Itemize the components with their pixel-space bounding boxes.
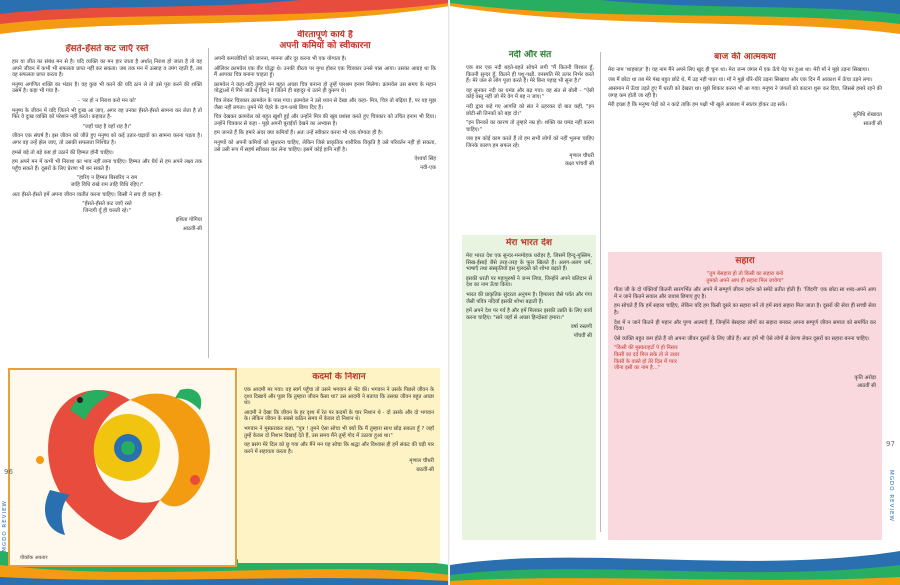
article6-title: बाज की आत्मकथा [714,52,776,62]
article5-para: हमें अपने देश पर गर्व है और हमें मिलकर इसकी उन्नति के लिए कार्य करना चाहिए। "सारे जहाँ से अच्छा हिन्दोस्तां हमारा।" [466,308,592,321]
article1-poem: जिन्दगी यूँ ही चलती रहे।" [83,207,131,214]
article1-title: हँसते-हँसते कट जाएँ रस्ते [65,44,149,54]
article2-para: मनुष्यों को अपनी कमियों को सुधारना चाहिए, लेकिन जिसे प्राकृतिक शारीरिक विकृति है उसे परिवर्तन नहीं हो सकता, उसे उसी रूप में सहर्ष स्वीकार कर लेना चाहिए। इसमें कोई हानि नहीं है। [214,139,436,153]
article2-para: क्रामवेल ने कहा-यदि तुम्हारे मन बहुत अच्छा चित्र बनाना हो तुम्हें पारश्रम इनाम मिलेगा। क्रामवेल उस समय के महान योद्धाओं में गिने जाते थे किन्तु वे जितने ही बहादुर थे उतने ही कुरूप थे। [214,81,436,95]
article7-closing: "किसी की मुस्कराहटों पे हो निसार [614,345,678,352]
article5-class: पाँचवीं सी [573,332,592,339]
article2-para: हम जानते हैं कि हमारे अंदर क्या कमियाँ हैं। अतः उन्हें स्वीकार करना भी एक योग्यता ही है। [214,130,383,137]
article4-para: यह सुनकर नदी का घमंड और बढ़ गया। वह संत से बोली - "ऐसी कोई वस्तु नहीं जो मेरे वेग में बह न जाए।" [466,87,594,101]
article4-para: एक बार एक नदी बहते-बहते सोचने लगी "मैं कितनी विशाल हूँ, कितनी सुन्दर हूँ, कितने ही पशु-पक्षी, वनस्पति मेरे ऊपर निर्भर करते हैं। मेरे जल से लोग पूजा करते हैं। मेरे बिना पहाड़ भी सूना है।" [466,65,594,85]
article7-class: आठवीं सी [856,383,876,390]
article2-author: ऐश्वर्या सिंह [414,156,436,163]
page-number-left: 96 [4,468,13,476]
article4-class: कक्षा पांचवी सी [564,161,594,168]
article3-para: आदमी ने देखा कि जीवन के हर दृश्य में रेत पर कदमों के चार निशान थे - दो उसके और दो भगवान के। लेकिन जीवन के सबसे कठिन समय में केवल दो निशान थे। [244,409,434,423]
article1-poem: "हारिए न हिम्मत बिसारिए न राम [76,175,138,182]
article-sahara [614,256,876,538]
article6-para: जब मैं छोटा था तब मेरे पंख बहुत छोटे थे, मैं उड़ नहीं पाता था। माँ ने मुझे धीरे-धीरे उड़ना सिखाया और एक दिन मैं आकाश में ऊँचा उड़ने लगा। [608,76,873,83]
article3-para: एक आदमी मर गया। वह स्वर्ग पहुँचा तो उसने भगवान से भेंट की। भगवान ने उसके पिछले जीवन के दृश्य दिखाये और पूछा कि तुम्हारा जीवन कैसा था? उस आदमी ने बताया कि उसका जीवन बहुत अच्छा था। [244,387,434,407]
article1-poem: "हँसते-हँसते कट जाएँ रस्ते [82,201,132,208]
article7-closing: जीना इसी का नाम है..." [614,365,661,372]
article7-para: हम सोचते हैं कि हमें सहारा चाहिए, लेकिन यदि हम किसी दूसरे का सहारा बनें तो हमें स्वयं सहारा मिल जाता है। दूसरों की सेवा ही सच्ची सेवा है। [614,303,876,316]
article-kadmon-ke-nishan [244,372,434,560]
article2-para: अपनी कमजोरियों को जानना, मानना और दूर करना भी एक योग्यता है। [214,56,347,62]
article2-para: चित्र देखकर क्रामवेल को बहुत खुशी हुई और उन्होंने मित्र की खूब प्रशंसा करते हुए चित्रकार को उचित इनाम भी दिया। उन्होंने चित्रकार से कहा - मुझे अपनी बुराईयों देखने का अभ्यास है। [214,114,436,127]
article4-para: जब हम कोई काम करते हैं तो हम सभी लोगों को नहीं भूलना चाहिए जिनके कारण हम सफल रहे। [466,136,594,149]
article3-class: छठवीं-सी [416,466,434,473]
magazine-name-right: MGDO REVIEW [888,470,894,522]
article2-title-line2: अपनी कमियों को स्वीकारना [279,41,371,51]
article7-para: गीता जी के दो पंक्तियाँ कितनी सारगर्भित और अपने में सम्पूर्ण जीवन दर्शन को समेटे प्रतीत होती हैं। 'जिंदगी' एक छोटा सा शब्द-अपने आप में न जाने कितने सवाल और जवाब छिपाए हुए है। [614,287,876,300]
article-nadi-aur-sant [466,50,594,210]
article4-para: "इन तिनकों का कारण तो तुम्हारे नम्र हो। शक्ति का घमंड नहीं करना चाहिए।" [466,120,594,133]
article1-para: हार या जीत का संबंध मन से है। यदि व्यक्ति का मन हार जाता है अर्थात् निराश हो जाता है तो वह अपने जीवन में कभी भी सफलता प्राप्त नहीं कर सकता। जब तक मन में उत्साह व उमंग रहती है, तब वह सफलता प्राप्त करता है। [12,59,202,79]
article3-para: यह प्रसंग मेरे दिल को छू गया और मैंने मन यह सोचा कि श्रद्धा और विश्वास ही हमें संकट की घड़ी पार करने में सहायता करता है। [244,442,434,455]
article1-quote: "जहाँ चाह है वहाँ राह है।" [82,123,132,130]
article1-para: हमसे बड़े तो बड़े कष्ट हो उठाने की हिम्मत होनी चाहिए। [12,149,114,156]
article2-title-line1: वीरतापूर्ण कार्य है [297,30,353,40]
article6-para: मेरा नाम 'शाहबाज़' है। यह नाम मैंने अपने लिए खुद ही चुना था। मेरा जन्म जंगल में एक ऊँचे पेड़ पर हुआ था। मेरी माँ ने मुझे उड़ना सिखाया। [608,67,869,73]
article3-title: कदमों के निशान [312,372,366,382]
peacock-icon [10,370,231,550]
column-divider [208,48,209,358]
article1-para: जीवन एक संघर्ष है। इस जीवन को जीते हुए मनुष्य को कई उतार-चढ़ावों का सामना करना पड़ता है। अगर वह उन्हें झेल जाए, तो उसकी सफलता निश्चित है। [12,133,202,146]
article-mera-bharat-desh [466,238,592,536]
article7-para: ऐसे व्यक्ति बहुत कम होते हैं जो अपना जीवन दूसरों के लिए जीते हैं। अतः हमें भी ऐसे लोगों से प्रेरणा लेकर दूसरों का सहारा बनना चाहिए। [614,335,870,342]
article6-para: आसमान में ऊँचा उड़ते हुए मैं धरती को देखता था। मुझे शिकार करना भी आ गया। मनुष्य ने जंगलों को काटना शुरू कर दिया, जिससे हमारे रहने की जगह कम होती जा रही है। [608,86,882,99]
article1-para: मनुष्य के जीवन में यदि जितने भी दुःख आ जाए, अगर वह उनका हँसते-हँसते सामना कर लेता है तो फिर वे दुःख व्यक्ति को परेशान नहीं करते। कहावत है- [12,107,202,121]
article1-para: अतः हँसते-हँसते हमें अपना जीवन व्यतीत करना चाहिए। किसी ने सच ही कहा है- [12,191,163,198]
article1-quote: - 'नर हो न निराश करो मन को' [77,97,137,104]
article-baaj-ki-atmakatha [608,52,882,248]
article1-poem: जाहि विधि राखे राम ताहि विधि रहिए।" [70,181,144,188]
magazine-name-left: MGDO REVIEW [2,500,8,552]
article6-class: सातवीं सी [863,120,882,127]
article1-para: हम अपने मन में कभी भी निराशा का भाव नहीं लाना चाहिए। हिम्मत और धैर्य से हम अपने लक्ष्य तक पहुँच सकते हैं। दूसरों के लिए प्रेरणा भी बन सकते हैं। [12,159,202,172]
bottom-swoosh-right [450,545,900,585]
article7-closing: किसी का दर्द मिल सके तो ले उधार [614,351,680,358]
article7-poem: "तुम बेसहारा हो तो किसी का सहारा बनो [706,271,784,277]
article4-author: मृणाल चौधरी [569,152,594,159]
article6-para: मेरी इच्छा है कि मनुष्य पेड़ों को न काटे ताकि हम पक्षी भी खुले आकाश में स्वतंत्र होकर उड़ सकें। [608,102,787,109]
column-divider [600,52,601,532]
article-veertapurn [214,30,436,362]
article5-para: इसकी धरती पर महापुरुषों ने जन्म लिया, जिन्होंने अपने बलिदान से देश का नाम ऊँचा किया। [466,275,592,289]
article2-class: नवी-एक [420,164,436,171]
article7-author: कृति अरोड़ा [854,374,876,381]
article5-para: मेरा भारत देश एक सुन्दर-मनमोहक धरोहर है, जिसमें हिन्दू-मुस्लिम, सिख-ईसाई जैसे तरह-तरह के फूल खिलते हैं। अलग-अलग धर्म, भाषाएँ तथा संस्कृतियाँ इस गुलदस्ते को शोभा बढ़ाते हैं। [466,253,592,273]
article7-closing: किसी के वास्ते हो तेरे दिल में प्यार [614,358,677,365]
page-number-right: 97 [886,440,895,448]
peacock-caption: पीकॉक अवतार [20,555,48,561]
article1-class: आठवीं-सी [182,225,202,232]
article-hasate-hasate [12,44,202,362]
article1-para: मनुष्य अगणित शक्ति का भंडार है। वह कुछ भी करने की यदि ठान ले तो उसे पूरा करने की शक्ति उसमें है। कहा भी गया है- [12,81,202,95]
article7-poem: तुमको अपने आप ही सहारा मिल जायेगा" [706,277,784,284]
article3-author: मृणाल चौधरी [409,458,434,465]
peacock-artwork [8,368,237,567]
right-page [450,0,900,585]
article1-author: इशिता गोगिया [175,217,202,224]
article3-para: भगवान ने मुस्कराकर कहा, "पुत्र ! तुमने ऐसा सोचा भी क्यों कि मैं तुम्हारा साथ छोड़ सकता हूँ ? जहाँ तुम्हें केवल दो निशान दिखाई देते हैं, उस समय मैंने तुम्हें गोद में उठाया हुआ था।" [244,425,434,439]
top-swoosh-right [450,0,900,40]
article7-title: सहारा [735,256,755,266]
article4-title: नदी और संत [508,50,552,60]
article5-author: वर्षा रुस्तगी [570,324,592,331]
article7-para: देश में न जाने कितने ही महान और पुण्य आत्माएँ हैं, जिन्होंने बेसहारा लोगों का सहारा बनकर अपना सम्पूर्ण जीवन समाज को समर्पित कर दिया। [614,319,876,333]
article5-title: मेरा भारत देश [505,238,553,248]
article2-para: चित्र लेकर चित्रकार क्रामवेल के पास गया। क्रामवेल ने उसे ध्यान से देखा और कहा- मित्र, चित्र तो बढ़िया है, पर यह मुझ जैसा नहीं लगता। तुमने मेरे चेहरे के दाग-धब्बे छिपा दिए हैं। [214,97,436,111]
article5-para: भारत की प्राकृतिक सुंदरता अनुपम है। हिमालय जैसे पर्वत और गंगा जैसी पवित्र नदियाँ इसकी शोभा बढ़ाती हैं। [466,291,592,305]
article6-author: सुनिधि शेखावत [853,111,882,118]
article4-para: नदी द्वारा कहे गए आपत्ति को संत ने ठहरकर दो बात कही, "इन छोटी-सी तिनकों को बहा दो।" [466,103,594,117]
article2-para: ऑलिवर क्रामवेल एक वीर योद्धा थे। उनकी वीरता पर मुग्ध होकर एक चित्रकार उनसे पास आया। उसका आग्रह था कि मैं आपका चित्र बनाना चाहता हूँ। [214,65,436,79]
